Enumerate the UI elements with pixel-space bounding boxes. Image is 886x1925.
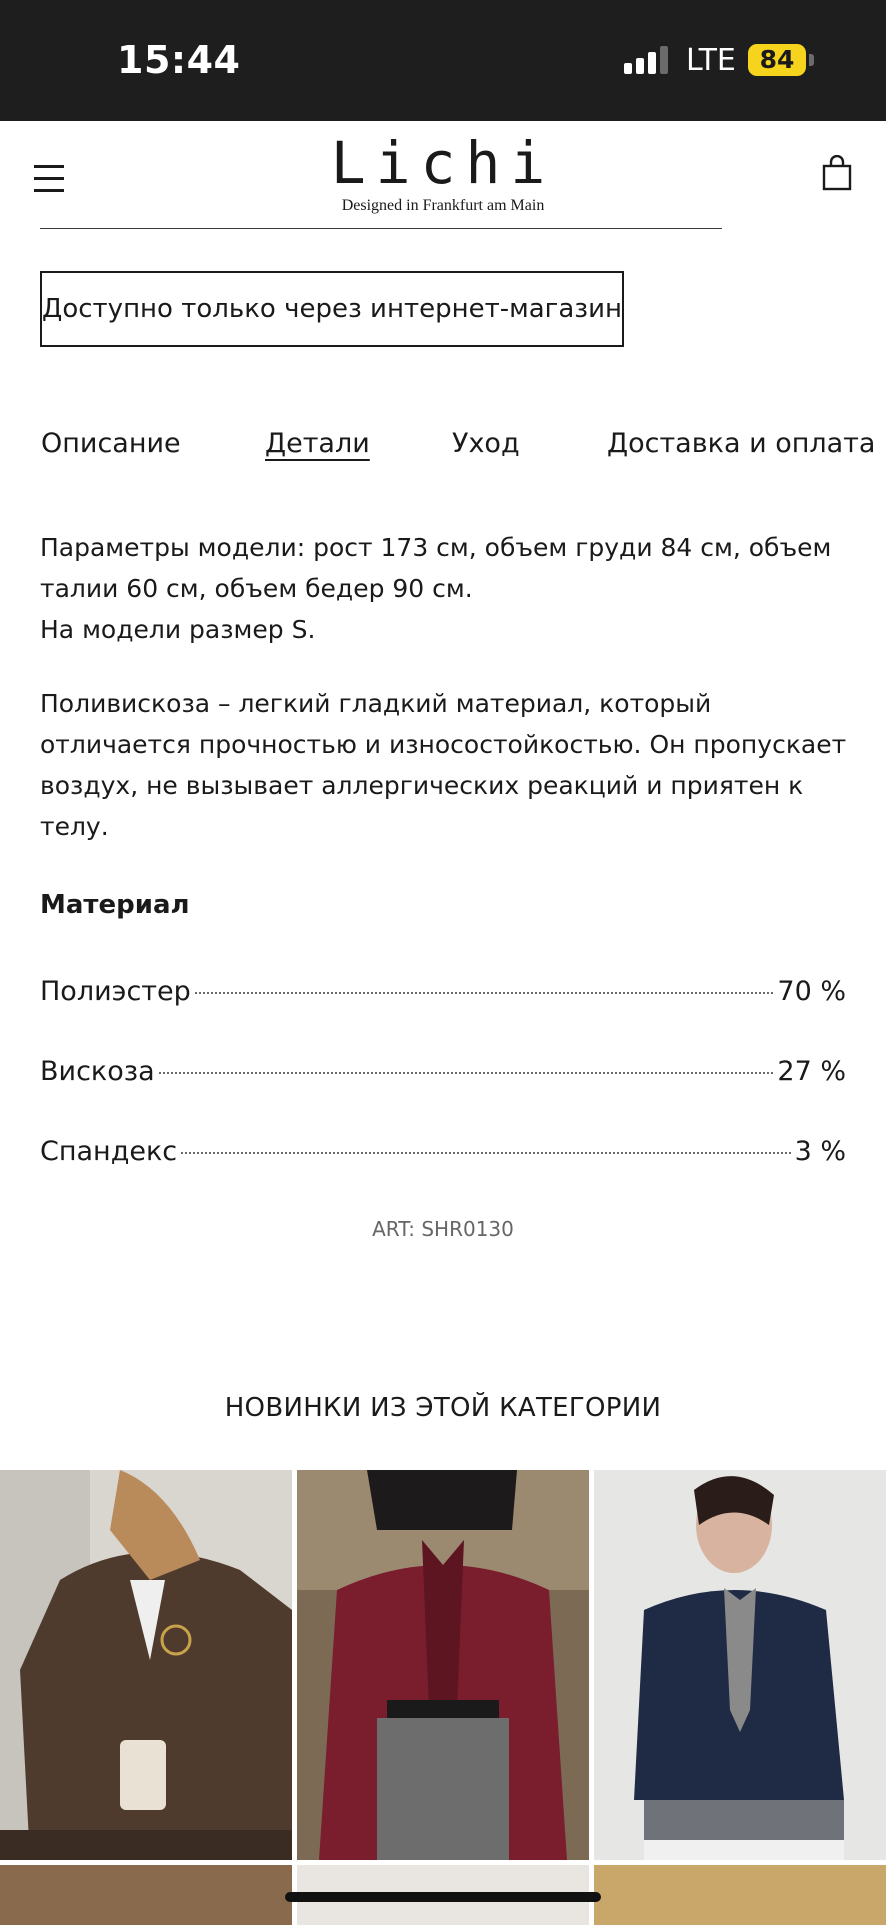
material-percent: 70 % — [777, 976, 846, 1007]
product-info-tabs — [0, 428, 886, 468]
site-header — [0, 121, 886, 231]
article-number: ART: SHR0130 — [372, 1217, 514, 1241]
shopping-bag-icon[interactable] — [822, 155, 852, 191]
network-type: LTE — [686, 43, 736, 78]
material-percent: 27 % — [777, 1056, 846, 1087]
status-time: 15:44 — [117, 38, 241, 82]
product-card-burgundy-shirt[interactable] — [297, 1470, 589, 1860]
tab-care[interactable]: Уход — [452, 428, 520, 459]
product-card-partial[interactable] — [594, 1865, 886, 1925]
brown-shirt-photo — [0, 1470, 292, 1860]
site-tagline: Designed in Frankfurt am Main — [341, 197, 545, 214]
tab-delivery-payment[interactable]: Доставка и оплата — [607, 428, 876, 459]
cellular-signal-icon — [624, 46, 670, 74]
battery-level: 84 — [759, 45, 795, 74]
tab-description[interactable]: Описание — [41, 428, 181, 459]
burgundy-shirt-photo — [297, 1470, 589, 1860]
dotted-leader — [159, 1072, 774, 1074]
material-row — [40, 1056, 846, 1096]
material-percent: 3 % — [794, 1136, 846, 1167]
home-indicator — [285, 1892, 601, 1902]
product-card-navy-shirt[interactable] — [594, 1470, 886, 1860]
material-name: Спандекс — [40, 1136, 178, 1167]
model-parameters — [40, 527, 850, 650]
dotted-leader — [181, 1152, 790, 1154]
model-params-text: Параметры модели: рост 173 см, объем груди 84 см, объем талии 60 см, объем бедер 90 см. — [40, 533, 832, 603]
dotted-leader — [195, 992, 774, 994]
model-size-text: На модели размер S. — [40, 615, 316, 644]
header-divider — [40, 228, 722, 229]
navy-shirt-photo — [594, 1470, 886, 1860]
product-card-brown-shirt[interactable] — [0, 1470, 292, 1860]
fabric-description — [40, 683, 850, 847]
material-title: Материал — [40, 890, 190, 920]
battery-icon — [748, 44, 806, 76]
material-row — [40, 976, 846, 1016]
tab-details[interactable]: Детали — [265, 428, 370, 459]
status-bar — [0, 0, 886, 121]
new-arrivals-title: НОВИНКИ ИЗ ЭТОЙ КАТЕГОРИИ — [224, 1393, 662, 1423]
fabric-text: Поливискоза – легкий гладкий материал, который отличается прочностью и износостойкостью. Он пропускает воздух, не вызывает аллергических реакций и приятен к телу. — [40, 689, 847, 841]
material-name: Полиэстер — [40, 976, 191, 1007]
material-row — [40, 1136, 846, 1176]
product-card-partial[interactable] — [0, 1865, 292, 1925]
site-logo[interactable]: Lichi — [330, 129, 556, 197]
material-name: Вискоза — [40, 1056, 155, 1087]
battery-tip — [809, 54, 814, 66]
online-only-notice: Доступно только через интернет-магазин — [40, 271, 624, 347]
